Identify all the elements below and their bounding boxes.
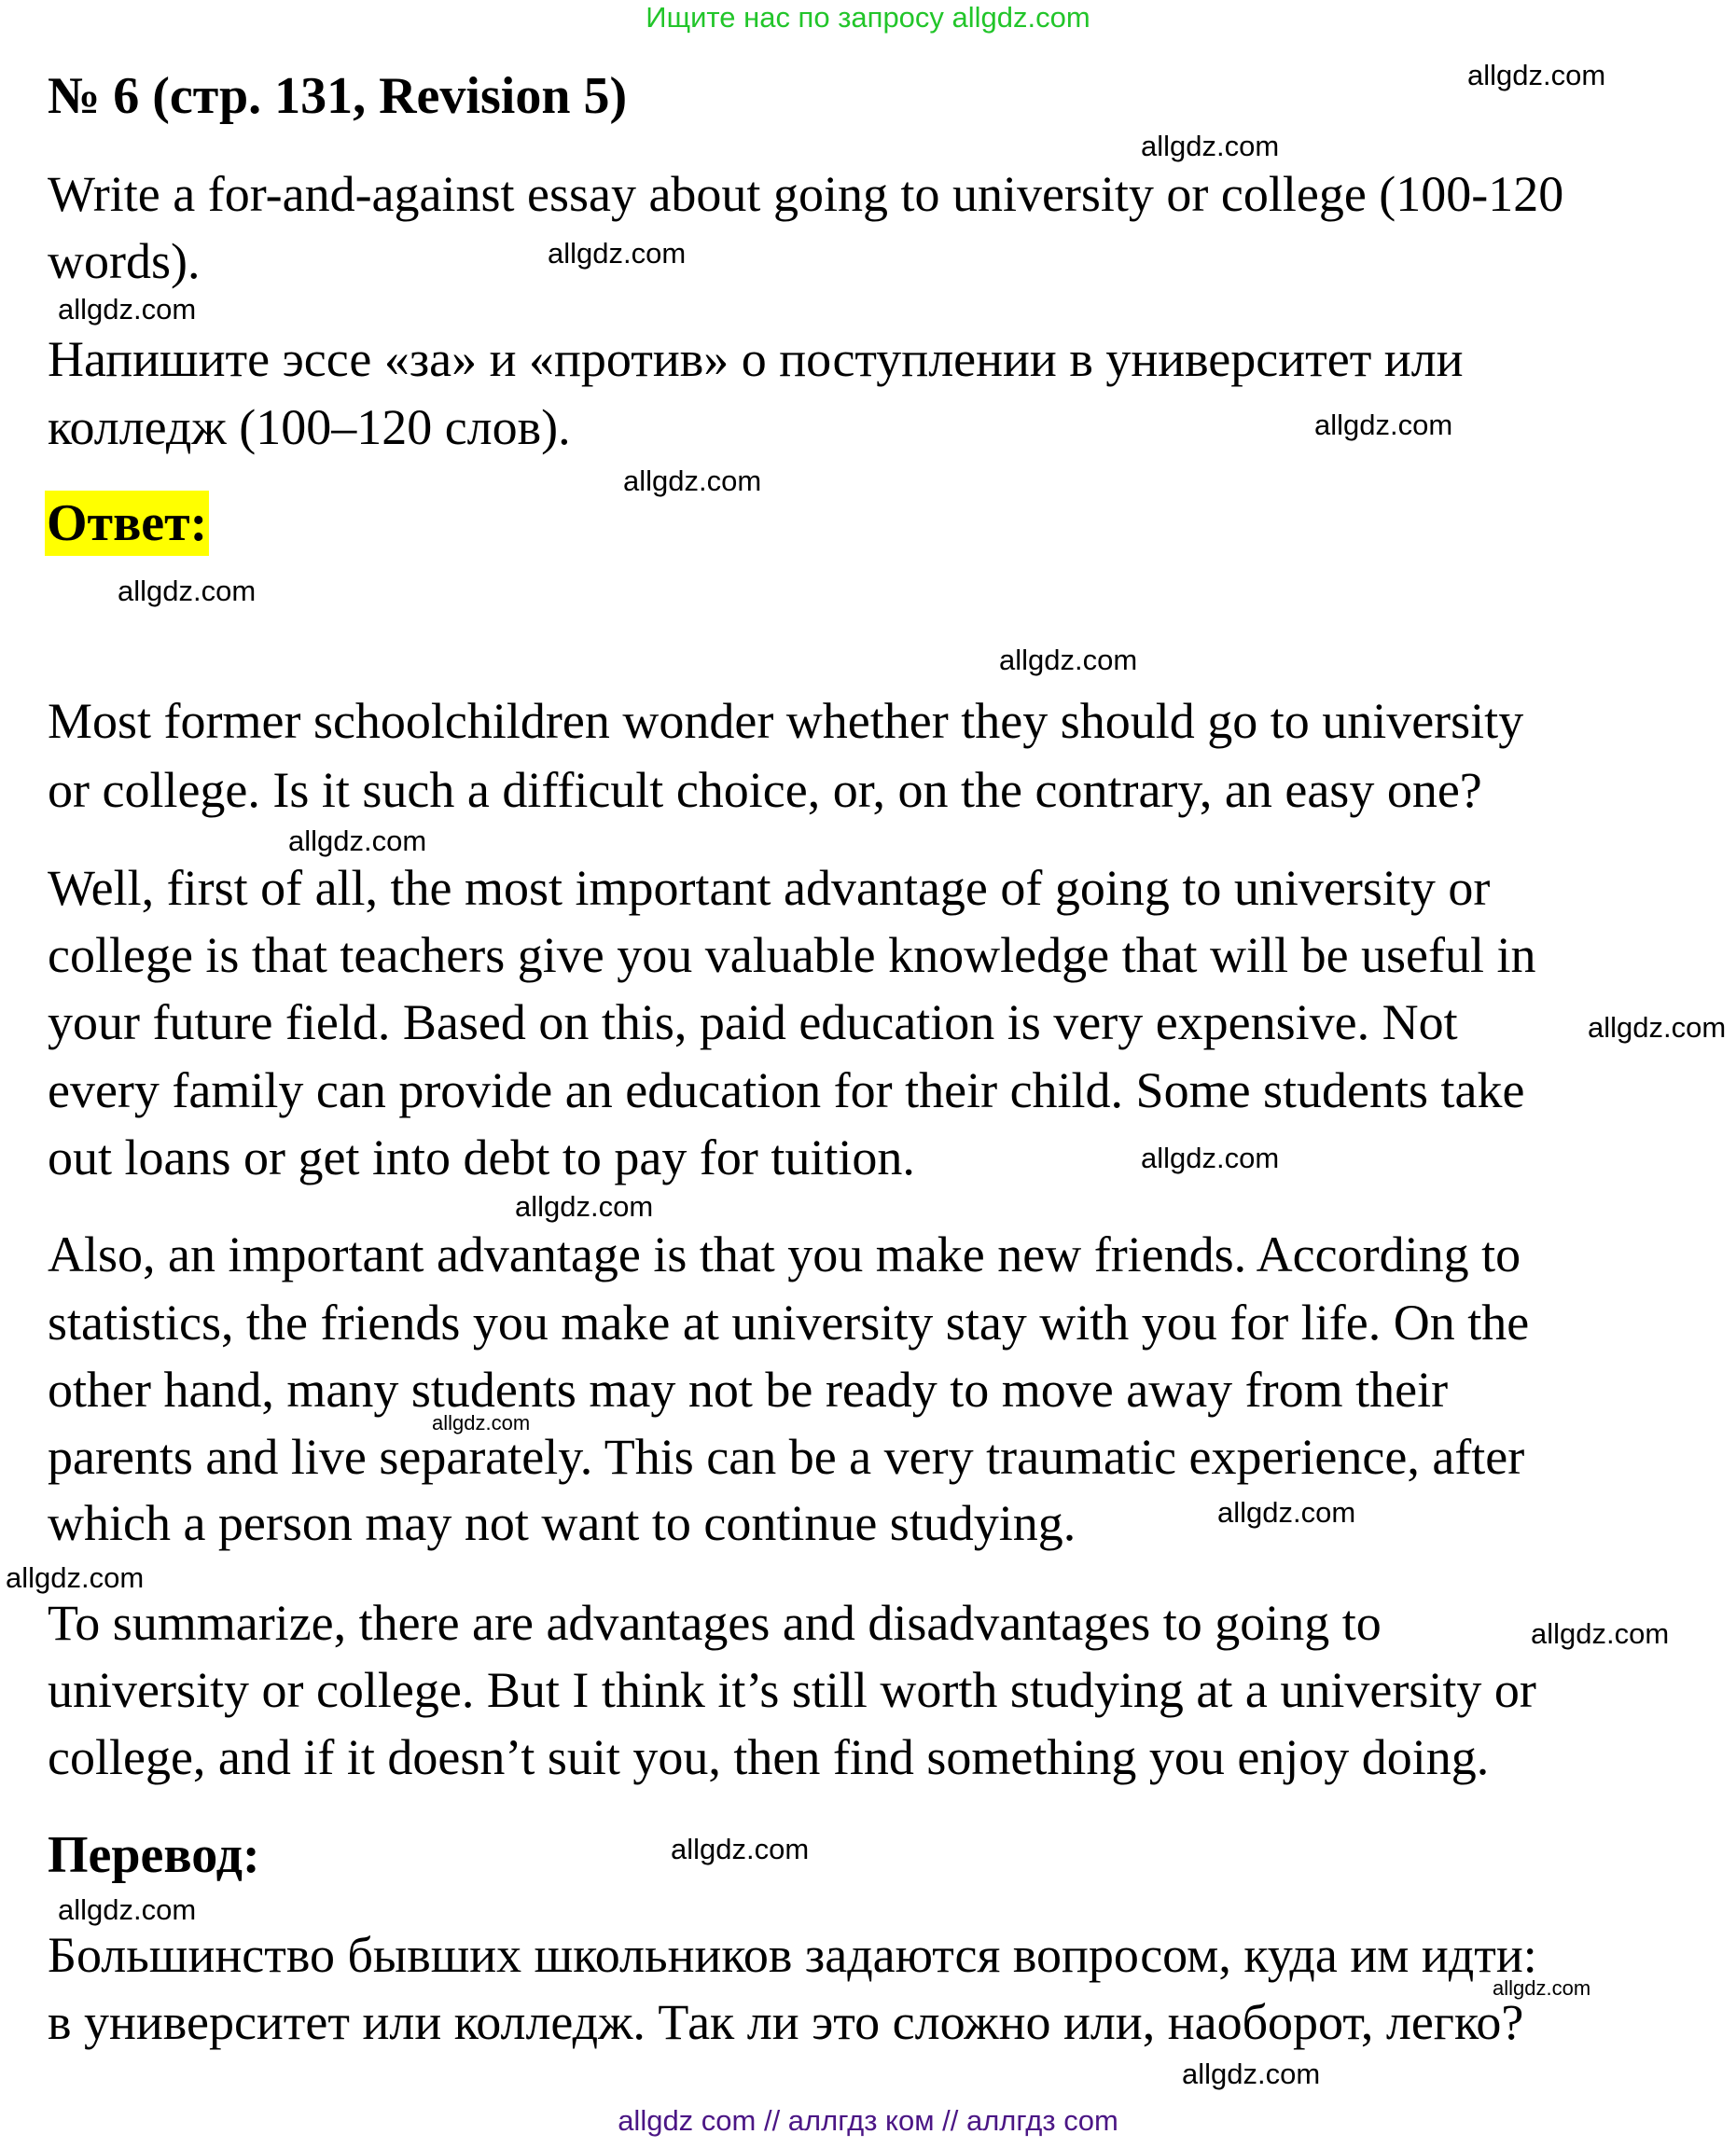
- watermark: allgdz.com: [1493, 1976, 1591, 2000]
- answer-line: university or college. But I think it’s still worth studying at a university or: [48, 1662, 1536, 1718]
- answer-line: parents and live separately. This can be a very traumatic experience, after: [48, 1429, 1525, 1485]
- watermark: allgdz.com: [671, 1833, 810, 1865]
- watermark: allgdz.com: [1314, 409, 1453, 441]
- watermark: allgdz.com: [1182, 2058, 1321, 2090]
- watermark: allgdz.com: [1141, 130, 1280, 162]
- watermark: allgdz.com: [1467, 59, 1606, 91]
- answer-line: out loans or get into debt to pay for tuition.: [48, 1129, 915, 1185]
- watermark: allgdz.com: [1588, 1011, 1727, 1044]
- search-banner: Ищите нас по запросу allgdz.com: [646, 1, 1090, 34]
- task-en-line: words).: [48, 233, 201, 289]
- task-en-line: Write a for-and-against essay about going to university or college (100-120: [48, 166, 1564, 222]
- task-ru-line: Напишите эссе «за» и «против» о поступлении в университет или: [48, 331, 1464, 387]
- watermark: allgdz.com: [6, 1561, 145, 1594]
- answer-line: Also, an important advantage is that you make new friends. According to: [48, 1226, 1521, 1282]
- answer-line: other hand, many students may not be ready to move away from their: [48, 1362, 1449, 1418]
- answer-line: your future field. Based on this, paid education is very expensive. Not: [48, 994, 1458, 1050]
- watermark: allgdz.com: [515, 1190, 654, 1223]
- translation-line: Большинство бывших школьников задаются вопросом, куда им идти:: [48, 1927, 1537, 1983]
- answer-label: Ответ:: [45, 491, 209, 556]
- watermark: allgdz.com: [623, 464, 762, 497]
- footer-links: allgdz com // аллгдз ком // аллгдз com: [618, 2104, 1118, 2137]
- answer-line: college is that teachers give you valuable knowledge that will be useful in: [48, 927, 1536, 983]
- answer-line: To summarize, there are advantages and disadvantages to going to: [48, 1595, 1382, 1651]
- watermark: allgdz.com: [58, 293, 197, 326]
- watermark: allgdz.com: [999, 644, 1138, 676]
- answer-line: Most former schoolchildren wonder whether they should go to university: [48, 693, 1524, 749]
- answer-line: or college. Is it such a difficult choice, or, on the contrary, an easy one?: [48, 762, 1482, 818]
- watermark: allgdz.com: [432, 1411, 531, 1434]
- watermark: allgdz.com: [118, 575, 257, 607]
- answer-line: college, and if it doesn’t suit you, then find something you enjoy doing.: [48, 1729, 1490, 1785]
- answer-line: every family can provide an education for their child. Some students take: [48, 1062, 1525, 1118]
- watermark: allgdz.com: [1217, 1496, 1356, 1529]
- watermark: allgdz.com: [1531, 1617, 1670, 1650]
- page-title: № 6 (стр. 131, Revision 5): [48, 67, 628, 125]
- translation-label: Перевод:: [48, 1826, 260, 1884]
- watermark: allgdz.com: [288, 825, 427, 857]
- translation-line: в университет или колледж. Так ли это сложно или, наоборот, легко?: [48, 1994, 1524, 2050]
- watermark: allgdz.com: [1141, 1142, 1280, 1174]
- task-ru-line: колледж (100–120 слов).: [48, 399, 571, 455]
- watermark: allgdz.com: [58, 1893, 197, 1926]
- answer-line: statistics, the friends you make at university stay with you for life. On the: [48, 1295, 1530, 1351]
- watermark: allgdz.com: [548, 237, 687, 270]
- answer-line: which a person may not want to continue studying.: [48, 1495, 1076, 1551]
- answer-line: Well, first of all, the most important advantage of going to university or: [48, 860, 1491, 916]
